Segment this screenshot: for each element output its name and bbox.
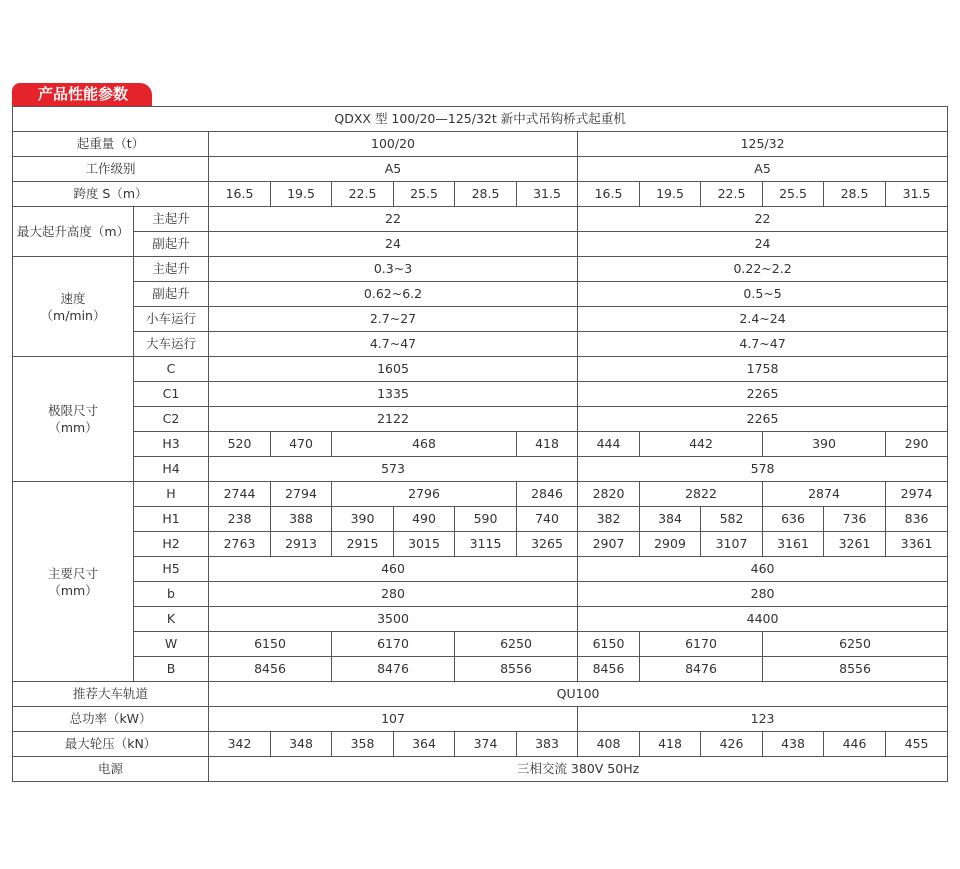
value-cell: 364	[394, 732, 455, 757]
value-cell: 442	[640, 432, 763, 457]
table-row	[13, 707, 948, 732]
spec-table-body	[13, 107, 948, 782]
value-cell: QU100	[209, 682, 948, 707]
value-cell: 2.4~24	[578, 307, 948, 332]
value-cell: 384	[640, 507, 701, 532]
row-label: B	[134, 657, 209, 682]
table-row	[13, 282, 948, 307]
value-cell: 2265	[578, 407, 948, 432]
value-cell: 2907	[578, 532, 640, 557]
value-cell: 22	[209, 207, 578, 232]
value-cell: 3161	[763, 532, 824, 557]
value-cell: 3261	[824, 532, 886, 557]
value-cell: 6250	[455, 632, 578, 657]
value-cell: 426	[701, 732, 763, 757]
value-cell: 520	[209, 432, 271, 457]
value-cell: 4.7~47	[578, 332, 948, 357]
value-cell: 25.5	[394, 182, 455, 207]
value-cell: 468	[332, 432, 517, 457]
value-cell: 470	[271, 432, 332, 457]
row-label: 工作级别	[13, 157, 209, 182]
row-label: H5	[134, 557, 209, 582]
value-cell: 2265	[578, 382, 948, 407]
value-cell: 582	[701, 507, 763, 532]
value-cell: 24	[578, 232, 948, 257]
value-cell: 418	[640, 732, 701, 757]
value-cell: 2822	[640, 482, 763, 507]
value-cell: 3500	[209, 607, 578, 632]
value-cell: 107	[209, 707, 578, 732]
row-label: C	[134, 357, 209, 382]
value-cell: 455	[886, 732, 948, 757]
value-cell: 2744	[209, 482, 271, 507]
value-cell: 6150	[578, 632, 640, 657]
value-cell: 19.5	[271, 182, 332, 207]
section-title-tab: 产品性能参数	[12, 83, 152, 106]
row-group-label: 极限尺寸 （mm）	[13, 357, 134, 482]
value-cell: 125/32	[578, 132, 948, 157]
table-row	[13, 657, 948, 682]
value-cell: 388	[271, 507, 332, 532]
table-row	[13, 682, 948, 707]
row-label: W	[134, 632, 209, 657]
table-row	[13, 557, 948, 582]
value-cell: 740	[517, 507, 578, 532]
row-label: 跨度 S（m）	[13, 182, 209, 207]
table-row	[13, 532, 948, 557]
row-label: H	[134, 482, 209, 507]
value-cell: 3107	[701, 532, 763, 557]
row-label: 最大轮压（kN）	[13, 732, 209, 757]
value-cell: 444	[578, 432, 640, 457]
value-cell: 3361	[886, 532, 948, 557]
value-cell: 4400	[578, 607, 948, 632]
value-cell: 348	[271, 732, 332, 757]
value-cell: 31.5	[886, 182, 948, 207]
table-row	[13, 482, 948, 507]
value-cell: 2846	[517, 482, 578, 507]
row-label: H3	[134, 432, 209, 457]
value-cell: 280	[209, 582, 578, 607]
value-cell: 3265	[517, 532, 578, 557]
row-label: 主起升	[134, 257, 209, 282]
row-label: C1	[134, 382, 209, 407]
value-cell: 1605	[209, 357, 578, 382]
value-cell: 342	[209, 732, 271, 757]
value-cell: 6170	[640, 632, 763, 657]
value-cell: 123	[578, 707, 948, 732]
value-cell: 8476	[640, 657, 763, 682]
value-cell: 8476	[332, 657, 455, 682]
table-row	[13, 157, 948, 182]
value-cell: 238	[209, 507, 271, 532]
value-cell: 6170	[332, 632, 455, 657]
row-label: C2	[134, 407, 209, 432]
table-row	[13, 582, 948, 607]
value-cell: 28.5	[824, 182, 886, 207]
value-cell: 2.7~27	[209, 307, 578, 332]
table-row	[13, 457, 948, 482]
table-row	[13, 607, 948, 632]
value-cell: 4.7~47	[209, 332, 578, 357]
row-label: H4	[134, 457, 209, 482]
value-cell: 100/20	[209, 132, 578, 157]
value-cell: 2974	[886, 482, 948, 507]
value-cell: 24	[209, 232, 578, 257]
value-cell: 16.5	[578, 182, 640, 207]
value-cell: 22	[578, 207, 948, 232]
value-cell: 8556	[763, 657, 948, 682]
row-label: 大车运行	[134, 332, 209, 357]
row-group-label: 最大起升高度（m）	[13, 207, 134, 257]
value-cell: 438	[763, 732, 824, 757]
value-cell: 25.5	[763, 182, 824, 207]
value-cell: 0.5~5	[578, 282, 948, 307]
value-cell: 28.5	[455, 182, 517, 207]
value-cell: 382	[578, 507, 640, 532]
table-row	[13, 232, 948, 257]
table-row	[13, 507, 948, 532]
value-cell: 446	[824, 732, 886, 757]
value-cell: 0.22~2.2	[578, 257, 948, 282]
row-group-label: 主要尺寸 （mm）	[13, 482, 134, 682]
value-cell: 460	[578, 557, 948, 582]
value-cell: 590	[455, 507, 517, 532]
value-cell: 2794	[271, 482, 332, 507]
row-label: 总功率（kW）	[13, 707, 209, 732]
value-cell: 3115	[455, 532, 517, 557]
value-cell: 636	[763, 507, 824, 532]
value-cell: 2763	[209, 532, 271, 557]
value-cell: 19.5	[640, 182, 701, 207]
value-cell: 22.5	[332, 182, 394, 207]
value-cell: 418	[517, 432, 578, 457]
table-row	[13, 132, 948, 157]
value-cell: 280	[578, 582, 948, 607]
value-cell: 22.5	[701, 182, 763, 207]
row-label: 推荐大车轨道	[13, 682, 209, 707]
table-title: QDXX 型 100/20—125/32t 新中式吊钩桥式起重机	[13, 107, 948, 132]
spec-table	[12, 106, 948, 782]
row-group-label: 速度 （m/min）	[13, 257, 134, 357]
value-cell: 8456	[209, 657, 332, 682]
value-cell: 1335	[209, 382, 578, 407]
row-label: 小车运行	[134, 307, 209, 332]
value-cell: A5	[209, 157, 578, 182]
row-label: b	[134, 582, 209, 607]
table-row	[13, 732, 948, 757]
table-row	[13, 632, 948, 657]
value-cell: 0.62~6.2	[209, 282, 578, 307]
row-label: 主起升	[134, 207, 209, 232]
value-cell: 2915	[332, 532, 394, 557]
table-row	[13, 382, 948, 407]
value-cell: 736	[824, 507, 886, 532]
table-row	[13, 257, 948, 282]
value-cell: 836	[886, 507, 948, 532]
value-cell: 383	[517, 732, 578, 757]
row-label: H2	[134, 532, 209, 557]
value-cell: 2122	[209, 407, 578, 432]
value-cell: 408	[578, 732, 640, 757]
value-cell: 0.3~3	[209, 257, 578, 282]
table-row	[13, 432, 948, 457]
row-label: 起重量（t）	[13, 132, 209, 157]
value-cell: 2913	[271, 532, 332, 557]
value-cell: 6150	[209, 632, 332, 657]
table-row	[13, 357, 948, 382]
value-cell: 8556	[455, 657, 578, 682]
value-cell: 8456	[578, 657, 640, 682]
row-label: 副起升	[134, 282, 209, 307]
value-cell: 3015	[394, 532, 455, 557]
value-cell: 2820	[578, 482, 640, 507]
row-label: K	[134, 607, 209, 632]
value-cell: 16.5	[209, 182, 271, 207]
value-cell: 374	[455, 732, 517, 757]
row-label: 电源	[13, 757, 209, 782]
table-row	[13, 407, 948, 432]
value-cell: 1758	[578, 357, 948, 382]
table-row	[13, 307, 948, 332]
value-cell: 460	[209, 557, 578, 582]
value-cell: 6250	[763, 632, 948, 657]
value-cell: 2909	[640, 532, 701, 557]
value-cell: 490	[394, 507, 455, 532]
table-row	[13, 207, 948, 232]
table-title-row	[13, 107, 948, 132]
table-row	[13, 182, 948, 207]
value-cell: 31.5	[517, 182, 578, 207]
table-row	[13, 757, 948, 782]
row-label: 副起升	[134, 232, 209, 257]
value-cell: 290	[886, 432, 948, 457]
value-cell: 390	[763, 432, 886, 457]
value-cell: A5	[578, 157, 948, 182]
value-cell: 358	[332, 732, 394, 757]
value-cell: 2796	[332, 482, 517, 507]
table-row	[13, 332, 948, 357]
value-cell: 390	[332, 507, 394, 532]
value-cell: 2874	[763, 482, 886, 507]
row-label: H1	[134, 507, 209, 532]
value-cell: 三相交流 380V 50Hz	[209, 757, 948, 782]
value-cell: 573	[209, 457, 578, 482]
value-cell: 578	[578, 457, 948, 482]
